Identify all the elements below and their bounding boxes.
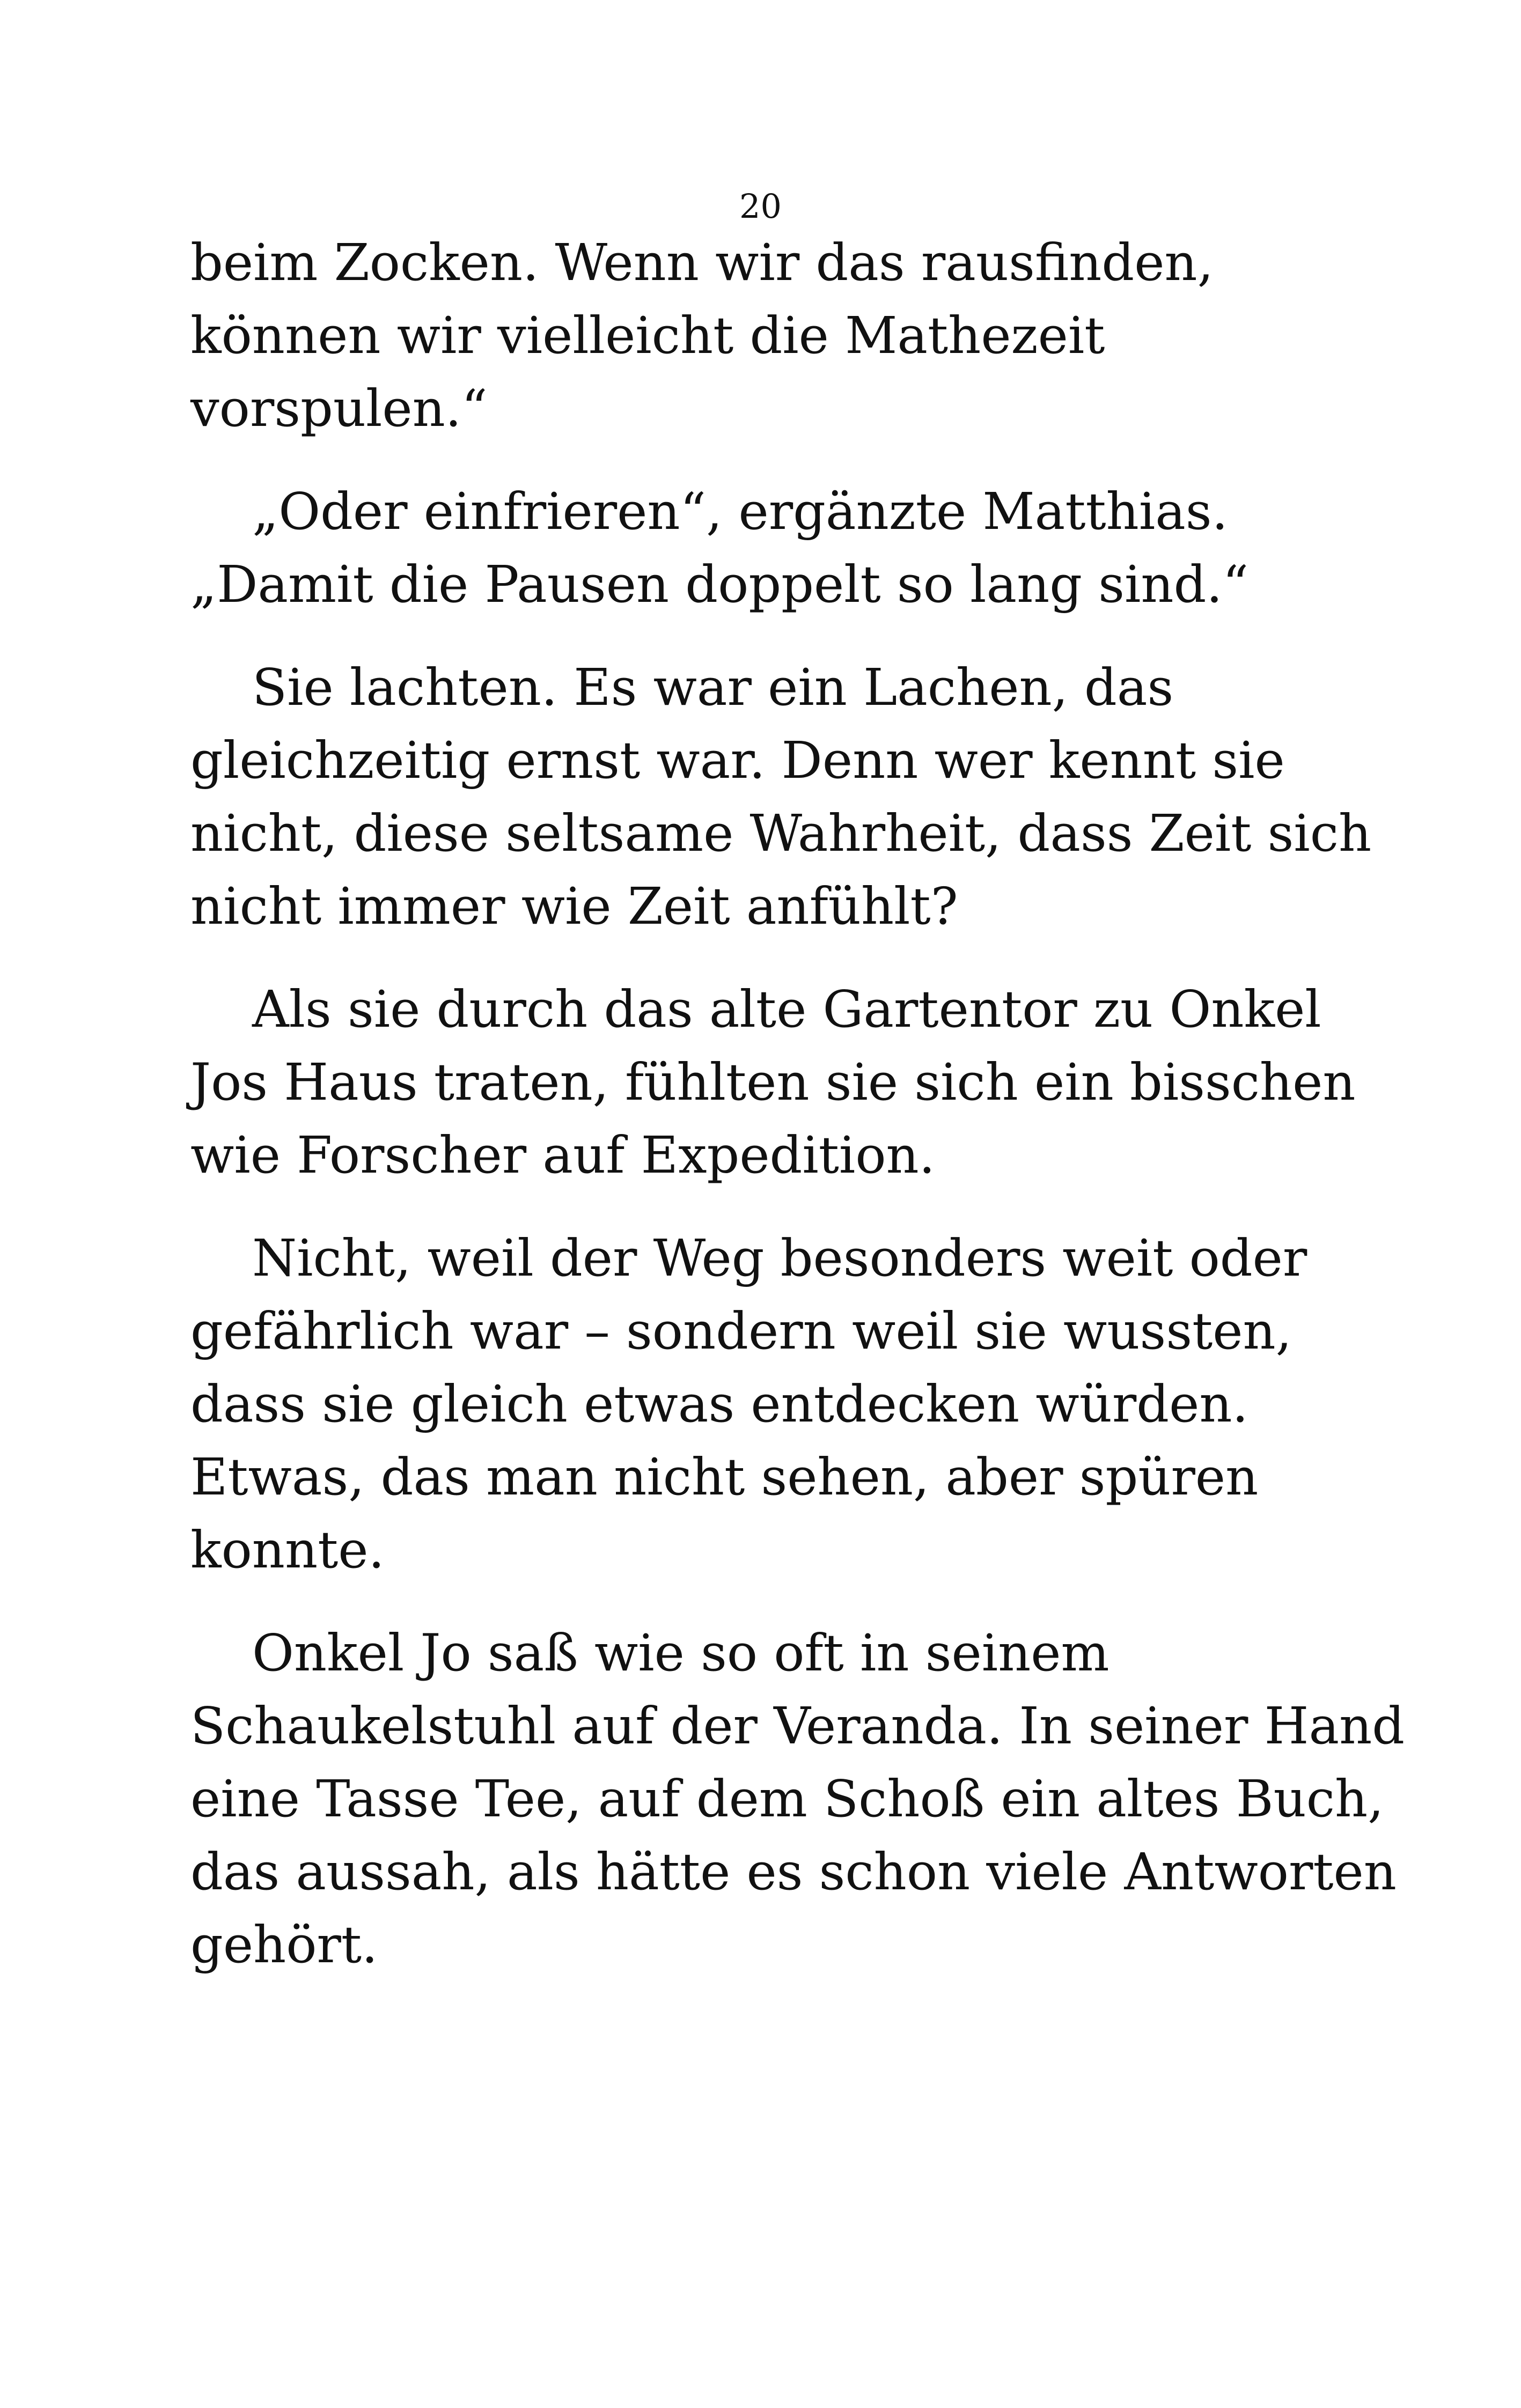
body-text — [190, 226, 1405, 1982]
text-line: wie Forscher auf Expedition. — [190, 1126, 935, 1185]
page-number: 20 — [739, 187, 782, 226]
paragraph — [190, 651, 1372, 943]
paragraph — [190, 226, 1333, 445]
text-line: konnte. — [190, 1521, 385, 1580]
text-line: Schaukelstuhl auf der Veranda. In seiner Hand — [190, 1697, 1405, 1756]
paragraph — [190, 1222, 1333, 1587]
paragraph-gap — [190, 445, 1333, 475]
paragraph-gap — [190, 621, 1333, 651]
paragraph-gap — [190, 1587, 1333, 1617]
text-line: Onkel Jo saß wie so oft in seinem — [252, 1624, 1109, 1683]
text-line: „Oder einfrieren“, ergänzte Matthias. — [252, 482, 1228, 541]
text-line: dass sie gleich etwas entdecken würden. — [190, 1375, 1248, 1434]
text-line: Als sie durch das alte Gartentor zu Onkel — [252, 980, 1321, 1039]
text-line: nicht, diese seltsame Wahrheit, dass Zeit sich — [190, 804, 1372, 863]
text-line: gehört. — [190, 1916, 378, 1975]
paragraph — [190, 1617, 1405, 1982]
text-line: vorspulen.“ — [190, 379, 488, 438]
text-line: Nicht, weil der Weg besonders weit oder — [252, 1229, 1307, 1288]
text-line: Sie lachten. Es war ein Lachen, das — [252, 658, 1174, 717]
text-line: eine Tasse Tee, auf dem Schoß ein altes Buch, — [190, 1770, 1384, 1829]
text-line: beim Zocken. Wenn wir das rausfinden, — [190, 233, 1214, 292]
text-line: Etwas, das man nicht sehen, aber spüren — [190, 1448, 1259, 1507]
text-line: können wir vielleicht die Mathezeit — [190, 306, 1105, 365]
paragraph — [190, 973, 1356, 1192]
text-line: das aussah, als hätte es schon viele Antworten — [190, 1843, 1397, 1902]
text-line: nicht immer wie Zeit anfühlt? — [190, 877, 958, 936]
text-line: gleichzeitig ernst war. Denn wer kennt sie — [190, 731, 1285, 790]
paragraph — [190, 475, 1333, 621]
paragraph-gap — [190, 943, 1333, 973]
text-line: Jos Haus traten, fühlten sie sich ein bisschen — [190, 1053, 1356, 1112]
text-line: „Damit die Pausen doppelt so lang sind.“ — [190, 555, 1249, 614]
paragraph-gap — [190, 1192, 1333, 1222]
text-line: gefährlich war – sondern weil sie wussten, — [190, 1302, 1292, 1361]
